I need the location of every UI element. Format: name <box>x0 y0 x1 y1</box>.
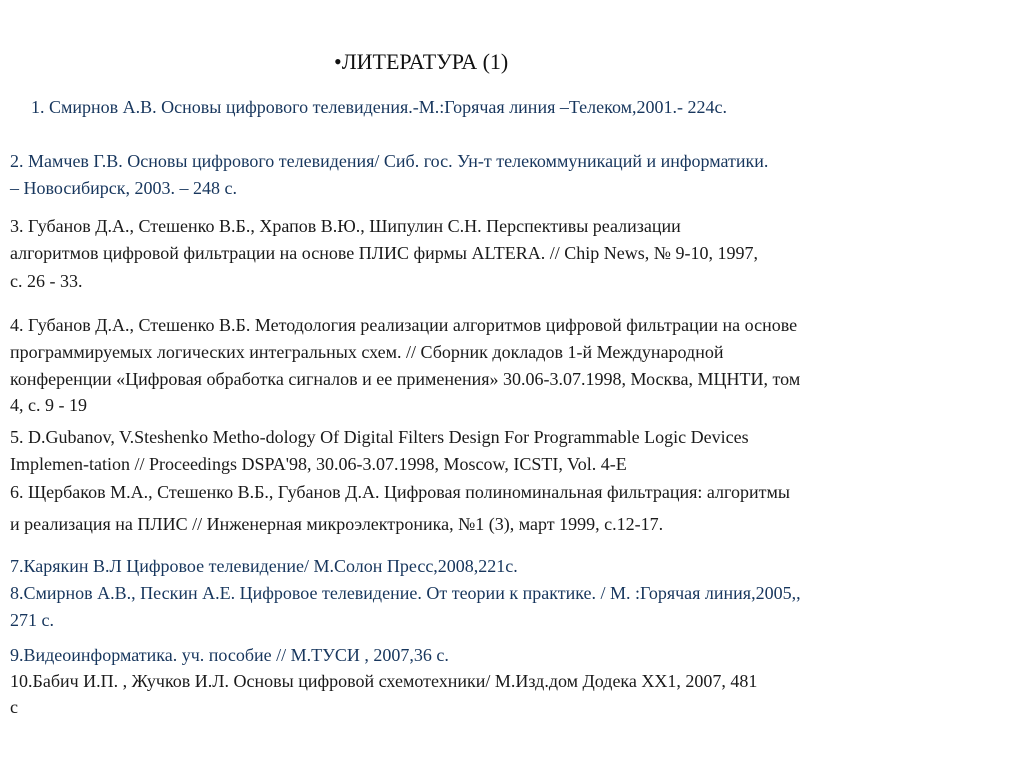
reference-2-line-2: – Новосибирск, 2003. – 248 с. <box>10 178 237 198</box>
reference-1: 1. Смирнов А.В. Основы цифрового телевидения.-М.:Горячая линия –Телеком,2001.- 224с. <box>31 97 727 117</box>
reference-5-line-2: Implemen-tation // Proceedings DSPA'98, 30.06-3.07.1998, Moscow, ICSTI, Vol. 4-E <box>10 454 627 474</box>
reference-3-line-2: алгоритмов цифровой фильтрации на основе ПЛИС фирмы ALTERA. // Chip News, № 9-10, 1997, <box>10 243 758 263</box>
reference-10-line-2: с <box>10 697 18 717</box>
reference-9: 9.Видеоинформатика. уч. пособие // М.ТУСИ , 2007,36 с. <box>10 645 449 665</box>
page-title: •ЛИТЕРАТУРА (1) <box>334 49 509 74</box>
reference-8-line-1: 8.Смирнов А.В., Пескин А.Е. Цифровое телевидение. От теории к практике. / М. :Горячая линия,2005,, <box>10 583 801 603</box>
reference-6-line-1: 6. Щербаков М.А., Стешенко В.Б., Губанов Д.А. Цифровая полиноминальная фильтрация: алгоритмы <box>10 482 790 502</box>
reference-4-line-3: конференции «Цифровая обработка сигналов и ее применения» 30.06-3.07.1998, Москва, МЦНТИ, том <box>10 369 801 389</box>
reference-2-line-1: 2. Мамчев Г.В. Основы цифрового телевидения/ Сиб. гос. Ун-т телекоммуникаций и информатики. <box>10 151 769 171</box>
reference-10-line-1: 10.Бабич И.П. , Жучков И.Л. Основы цифровой схемотехники/ М.Изд.дом Додека ХХ1, 2007, 481 <box>10 671 758 691</box>
reference-4-line-4: 4, с. 9 - 19 <box>10 395 87 415</box>
reference-4-line-2: программируемых логических интегральных схем. // Сборник докладов 1-й Международной <box>10 342 724 362</box>
reference-5-line-1: 5. D.Gubanov, V.Steshenko Metho-dology Of Digital Filters Design For Programmable Logic Devices <box>10 427 749 447</box>
reference-4-line-1: 4. Губанов Д.А., Стешенко В.Б. Методология реализации алгоритмов цифровой фильтрации на основе <box>10 315 798 335</box>
reference-3-line-1: 3. Губанов Д.А., Стешенко В.Б., Храпов В.Ю., Шипулин С.Н. Перспективы реализации <box>10 216 681 236</box>
reference-6-line-2: и реализация на ПЛИС // Инженерная микроэлектроника, №1 (3), март 1999, с.12-17. <box>10 514 664 534</box>
reference-8-line-2: 271 с. <box>10 610 54 630</box>
reference-7: 7.Карякин В.Л Цифровое телевидение/ М.Солон Пресс,2008,221с. <box>10 556 518 576</box>
reference-3-line-3: с. 26 - 33. <box>10 271 83 291</box>
